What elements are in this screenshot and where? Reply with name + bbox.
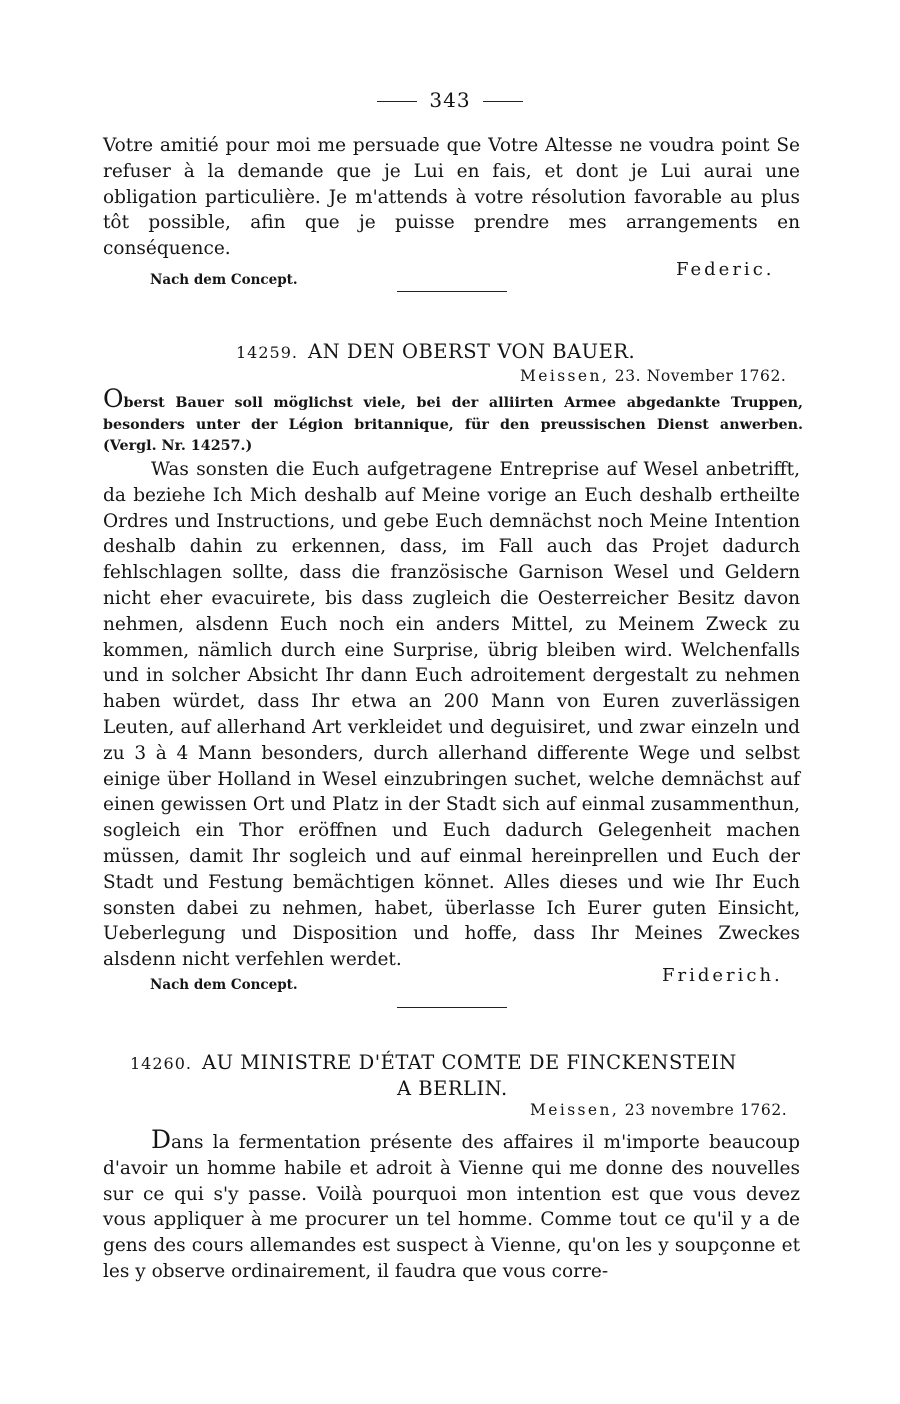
body-initial: D [151,1125,172,1154]
summary-initial: O [103,384,124,413]
continued-paragraph: Votre amitié pour moi me persuade que Votre Altesse ne voudra point Se refuser à la demande que je Lui en fais, et dont je Lui aurai une obligation particulière. Je m'attends à votre résolution favorable au plus tôt possible, afin que je puisse prendre mes arrangements en conséquence. [103,135,800,260]
letter-dateline [530,1101,787,1119]
dateline-place: Meissen, [520,367,610,385]
letter-dateline [520,367,786,385]
letter-title: AN DEN OBERST VON BAUER. [307,340,636,363]
letter-heading [130,1051,737,1074]
letter-body [103,1125,800,1285]
signature: Federic. [676,259,775,280]
letter-heading [236,340,635,363]
page-number: 343 [429,88,471,112]
summary-text: berst Bauer soll möglichst viele, bei der alliirten Armee abgedankte Truppen, besonders unter der Légion britannique, für den preussischen Dienst anwerben. (Vergl. Nr. 14257.) [103,395,803,454]
section-divider [397,1007,507,1008]
header-dash-right [483,101,523,102]
letter-title-line2: A BERLIN. [397,1077,508,1100]
letter-number: 14259. [236,343,298,362]
dateline-date: 23 novembre 1762. [624,1101,788,1119]
letter-summary [103,384,803,458]
letter-number: 14260. [130,1054,192,1073]
page-header [0,88,900,112]
dateline-date: 23. November 1762. [614,367,787,385]
source-note: Nach dem Concept. [150,272,298,288]
source-note: Nach dem Concept. [150,977,298,993]
letter-body: Was sonsten die Euch aufgetragene Entreprise auf Wesel anbetrifft, da beziehe Ich Mich deshalb auf Meine vorige an Euch deshalb ertheilte Ordres und Instructions, und gebe Euch demnächst noch Meine Intention deshalb dahin zu erkennen, dass, im Fall auch das Projet dadurch fehlschlagen sollte, dass die französische Garnison Wesel und Geldern nicht eher evacuirete, bis dass zugleich die Oesterreicher Besitz davon nehmen, alsdenn Euch noch ein anders Mittel, zu Meinem Zweck zu kommen, nämlich durch eine Surprise, übrig bleiben wird. Welchenfalls und in solcher Absicht Ihr dann Euch adroitement dergestalt zu nehmen haben würdet, dass Ihr etwa an 200 Mann von Euren zuverlässigen Leuten, auf allerhand Art verkleidet und deguisiret, und zwar einzeln und zu 3 à 4 Mann besonders, durch allerhand differente Wege und selbst einige über Holland in Wesel einzubringen suchet, welche demnächst auf einen gewissen Ort und Platz in der Stadt sich auf einmal zusammenthun, sogleich ein Thor eröffnen und Euch dadurch Gelegenheit machen müssen, damit Ihr sogleich und auf einmal hereinprellen und Euch der Stadt und Festung bemächtigen könnet. Alles dieses und wie Ihr Euch sonsten dabei zu nehmen, habet, überlasse Ich Eurer guten Einsicht, Ueberlegung und Disposition und hoffe, dass Ihr Meines Zweckes alsdenn nicht verfehlen werdet. [103,459,800,971]
section-divider [397,291,507,292]
signature: Friderich. [662,965,783,986]
letter-title-line1: AU MINISTRE D'ÉTAT COMTE DE FINCKENSTEIN [201,1051,737,1074]
header-dash-left [377,101,417,102]
dateline-place: Meissen, [530,1101,620,1119]
body-text: ans la fermentation présente des affaires il m'importe beaucoup d'avoir un homme habile et adroit à Vienne qui me donne des nouvelles sur ce qui s'y passe. Voilà pourquoi mon intention est que vous devez vous appliquer à me procurer un tel homme. Comme tout ce qu'il y a de gens des cours allemandes est suspect à Vienne, qu'on les y soupçonne et les y observe ordinairement, il faudra que vous corre- [103,1132,800,1282]
